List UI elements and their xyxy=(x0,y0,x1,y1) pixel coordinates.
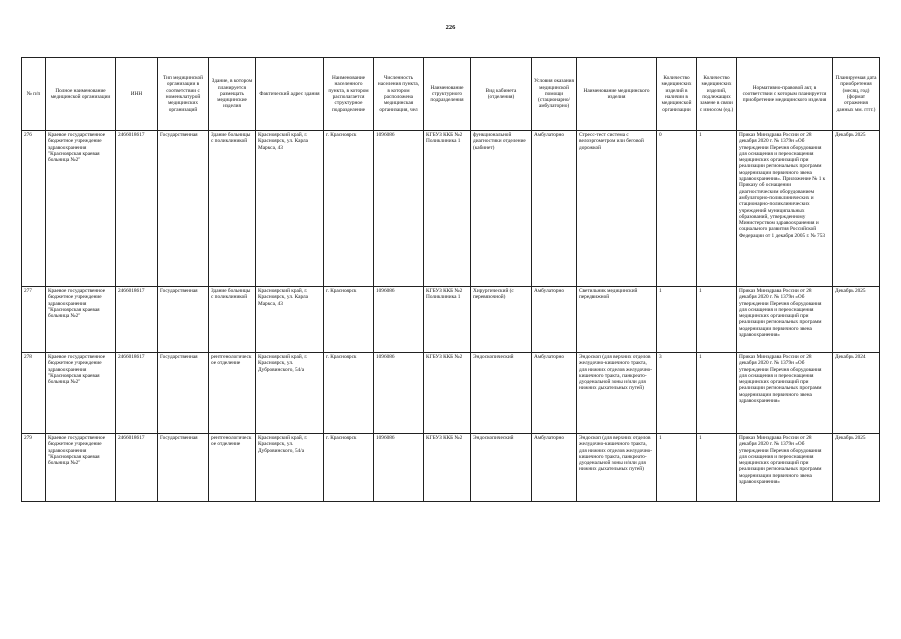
header-unit: Наименование структурного подразделения xyxy=(424,58,471,131)
cell-type: Государственная xyxy=(158,434,209,502)
cell-unit: КГБУЗ ККБ №2 xyxy=(424,353,471,434)
cell-locality: г. Красноярск xyxy=(324,353,374,434)
cell-qty-have: 0 xyxy=(657,131,697,287)
cell-date: Декабрь 2024 xyxy=(833,353,880,434)
header-type: Тип медицинской организации в соответствии с номенклатурой медицинских организаций xyxy=(158,58,209,131)
cell-cabinet: функциональной диагностики отделение (кабинет) xyxy=(471,131,532,287)
cell-address: Красноярский край, г. Красноярск, ул. Карла Маркса, 43 xyxy=(256,131,324,287)
table-row xyxy=(22,287,880,353)
cell-org: Краевое государственное бюджетное учреждение здравоохранения "Красноярская краевая больница №2" xyxy=(46,353,116,434)
cell-device: Светильник медицинский передвижной xyxy=(577,287,657,353)
cell-population: 1096086 xyxy=(374,353,424,434)
cell-unit: КГБУЗ ККБ №2 Поликлиника 1 xyxy=(424,287,471,353)
cell-conditions: Амбулаторно xyxy=(532,131,577,287)
header-population: Численность населения пункта, в котором расположена медицинская организация, чел xyxy=(374,58,424,131)
cell-num: 279 xyxy=(22,434,46,502)
header-num: № п/п xyxy=(22,58,46,131)
cell-num: 276 xyxy=(22,131,46,287)
cell-act: Приказ Минздрава России от 28 декабря 2020 г. № 1379н «Об утверждении Перечня оборудования для оснащения и переоснащения медицинских организаций при реализации региональных программ модернизации первичного звена здравоохранения». Приложение № 1 к Приказу об оснащении диагностическим оборудованием амбулаторно-поликлинических и стационарно-поликлинических учреждений муниципальных образований, утвержденному Министерством здравоохранения и социального развития Российской Федерации от 1 декабря 2005 г. № 753 xyxy=(737,131,833,287)
header-qty-replace: Количество медицинских изделий, подлежащих замене в связи с износом (ед.) xyxy=(697,58,737,131)
cell-inn: 2466018617 xyxy=(116,287,158,353)
cell-unit: КГБУЗ ККБ №2 xyxy=(424,434,471,502)
cell-conditions: Амбулаторно xyxy=(532,434,577,502)
cell-date: Декабрь 2025 xyxy=(833,287,880,353)
cell-qty-replace: 1 xyxy=(697,353,737,434)
cell-org: Краевое государственное бюджетное учреждение здравоохранения "Красноярская краевая больница №2" xyxy=(46,434,116,502)
cell-device: Эндоскоп (для верхних отделов желудочно-кишечного тракта, для нижних отделов желудочно-кишечного тракта, панкреато-дуоденальной зоны и/или для нижних дыхательных путей) xyxy=(577,353,657,434)
cell-cabinet: Эндоскопический xyxy=(471,434,532,502)
header-address: Фактический адрес здания xyxy=(256,58,324,131)
header-cabinet: Вид кабинета (отделения) xyxy=(471,58,532,131)
cell-unit: КГБУЗ ККБ №2 Поликлиника 1 xyxy=(424,131,471,287)
cell-type: Государственная xyxy=(158,353,209,434)
cell-building: рентгенологическое отделение xyxy=(209,434,256,502)
cell-type: Государственная xyxy=(158,131,209,287)
cell-qty-have: 1 xyxy=(657,287,697,353)
cell-device: Эндоскоп (для верхних отделов желудочно-кишечного тракта, для нижних отделов желудочно-кишечного тракта, панкреато-дуоденальной зоны и/или для нижних дыхательных путей) xyxy=(577,434,657,502)
header-row xyxy=(22,58,880,131)
cell-population: 1096086 xyxy=(374,434,424,502)
cell-address: Красноярский край, г. Красноярск, ул. Карла Маркса, 43 xyxy=(256,287,324,353)
cell-cabinet: Хирургический (с перевязочной) xyxy=(471,287,532,353)
cell-building: Здание больницы с поликлиникой xyxy=(209,287,256,353)
header-act: Нормативно-правовой акт, в соответствии с которым планируется приобретение медицинского изделия xyxy=(737,58,833,131)
cell-org: Краевое государственное бюджетное учреждение здравоохранения "Красноярская краевая больница №2" xyxy=(46,131,116,287)
cell-qty-replace: 1 xyxy=(697,287,737,353)
header-date: Планируемая дата приобретения (месяц, год) (формат отражения данных мм. гггг.) xyxy=(833,58,880,131)
table-row xyxy=(22,353,880,434)
cell-qty-have: 3 xyxy=(657,353,697,434)
cell-date: Декабрь 2025 xyxy=(833,434,880,502)
cell-locality: г. Красноярск xyxy=(324,434,374,502)
page-number: 226 xyxy=(445,24,456,31)
header-org: Полное наименование медицинской организации xyxy=(46,58,116,131)
cell-org: Краевое государственное бюджетное учреждение здравоохранения "Красноярская краевая больница №2" xyxy=(46,287,116,353)
cell-building: Здание больницы с поликлиникой xyxy=(209,131,256,287)
cell-qty-replace: 1 xyxy=(697,434,737,502)
cell-address: Красноярский край, г. Красноярск, ул. Дубровинского, 54/а xyxy=(256,353,324,434)
cell-act: Приказ Минздрава России от 28 декабря 2020 г. № 1379н «Об утверждении Перечня оборудования для оснащения и переоснащения медицинских организаций при реализации региональных программ модернизации первичного звена здравоохранения» xyxy=(737,434,833,502)
cell-conditions: Амбулаторно xyxy=(532,287,577,353)
cell-population: 1096086 xyxy=(374,131,424,287)
cell-act: Приказ Минздрава России от 28 декабря 2020 г. № 1379н «Об утверждении Перечня оборудования для оснащения и переоснащения медицинских организаций при реализации региональных программ модернизации первичного звена здравоохранения» xyxy=(737,287,833,353)
cell-building: рентгенологическое отделение xyxy=(209,353,256,434)
cell-inn: 2466018617 xyxy=(116,131,158,287)
header-device: Наименование медицинского изделия xyxy=(577,58,657,131)
equipment-table xyxy=(21,57,880,502)
cell-conditions: Амбулаторно xyxy=(532,353,577,434)
header-building: Здание, в котором планируется размещать медицинские изделия xyxy=(209,58,256,131)
header-qty-have: Количество медицинских изделий в наличии в медицинской организации xyxy=(657,58,697,131)
cell-act: Приказ Минздрава России от 28 декабря 2020 г. № 1379н «Об утверждении Перечня оборудования для оснащения и переоснащения медицинских организаций при реализации региональных программ модернизации первичного звена здравоохранения» xyxy=(737,353,833,434)
cell-date: Декабрь 2025 xyxy=(833,131,880,287)
cell-population: 1096086 xyxy=(374,287,424,353)
table-row xyxy=(22,434,880,502)
header-inn: ИНН xyxy=(116,58,158,131)
cell-type: Государственная xyxy=(158,287,209,353)
cell-num: 277 xyxy=(22,287,46,353)
cell-inn: 2466018617 xyxy=(116,434,158,502)
cell-locality: г. Красноярск xyxy=(324,287,374,353)
header-conditions: Условия оказания медицинской помощи (стационарно/ амбулаторно) xyxy=(532,58,577,131)
header-locality: Наименование населенного пункта, в котором располагается структурное подразделение xyxy=(324,58,374,131)
cell-num: 278 xyxy=(22,353,46,434)
cell-qty-have: 1 xyxy=(657,434,697,502)
cell-qty-replace: 1 xyxy=(697,131,737,287)
cell-address: Красноярский край, г. Красноярск, ул. Дубровинского, 54/а xyxy=(256,434,324,502)
cell-device: Стресс-тест система с велоэргометром или беговой дорожкой xyxy=(577,131,657,287)
cell-inn: 2466018617 xyxy=(116,353,158,434)
cell-locality: г. Красноярск xyxy=(324,131,374,287)
table-row xyxy=(22,131,880,287)
cell-cabinet: Эндоскопический xyxy=(471,353,532,434)
